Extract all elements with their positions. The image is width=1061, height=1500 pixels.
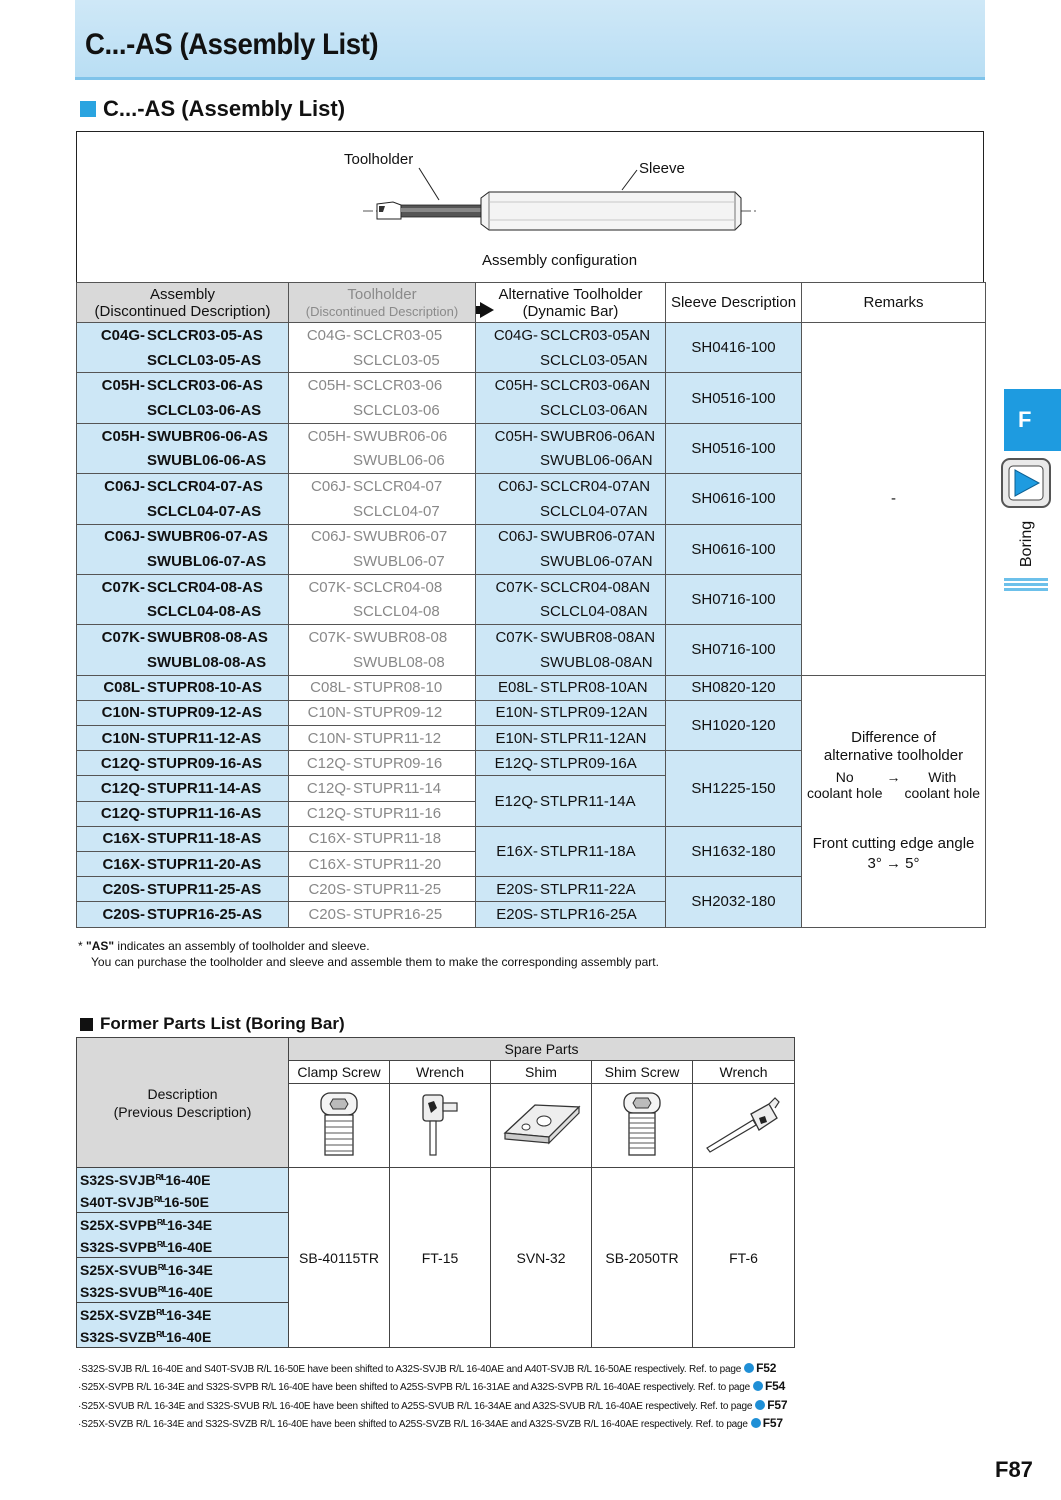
col-clamp-screw: Clamp Screw [289,1061,390,1084]
sleeve-cell: SH0820-120 [666,675,802,700]
play-triangle-icon [1003,460,1049,506]
sleeve-cell: SH0716-100 [666,625,802,675]
alternative-toolholder-cell: C04G- SCLCR03-05AN [476,323,666,348]
alternative-toolholder-cell: C07K- SCLCR04-08AN [476,574,666,599]
header-remarks: Remarks [802,283,986,323]
alternative-toolholder-cell: SCLCL03-06AN [476,398,666,423]
toolholder-cell: C12Q- STUPR11-14 [289,776,476,801]
right-arrow-icon [476,302,495,318]
col-wrench: Wrench [390,1061,491,1084]
page-ref-arrow-icon [751,1418,761,1428]
page-number: F87 [995,1457,1033,1482]
alternative-toolholder-cell: E12Q- STLPR09-16A [476,751,666,776]
former-part-description: $S25X-SVZB^{R/L}16-34E$ $S32S-SVZB^{R/L}16-40E$ [77,1303,289,1348]
toolholder-cell: C06J- SCLCR04-07 [289,474,476,499]
alternative-toolholder-cell: E10N- STLPR09-12AN [476,700,666,725]
toolholder-cell: SCLCL04-07 [289,499,476,524]
alternative-toolholder-cell: SCLCL03-05AN [476,348,666,373]
alternative-toolholder-cell: E20S- STLPR11-22A [476,877,666,902]
spare-part-value: SB-2050TR [592,1168,693,1348]
alternative-toolholder-cell: C07K- SWUBR08-08AN [476,625,666,650]
assembly-table-header [77,283,986,323]
sleeve-cell: SH1632-180 [666,826,802,876]
sleeve-cell: SH1020-120 [666,700,802,750]
page-header-band [75,0,985,80]
alternative-toolholder-cell: SWUBL08-08AN [476,650,666,675]
alternative-toolholder-cell: SWUBL06-07AN [476,549,666,574]
assembly-row [77,323,986,348]
col-shim-screw: Shim Screw [592,1061,693,1084]
former-part-row [77,1168,795,1213]
alternative-toolholder-cell: SWUBL06-06AN [476,448,666,473]
assembly-cell: C12Q- STUPR11-14-AS [77,776,289,801]
toolholder-cell: SCLCL04-08 [289,600,476,625]
remarks-dash: - [802,323,986,676]
header-alternative-toolholder: Alternative Toolholder (Dynamic Bar) [476,283,666,323]
boring-category-icon [1001,458,1051,508]
page-ref-arrow-icon [755,1400,765,1410]
footnote-line: ·S32S-SVJB R/L 16-40E and S40T-SVJB R/L 16-50E have been shifted to A32S-SVJB R/L 16-40AE and A40T-SVJB R/L 16-50AE respectively. Ref. to page F52 [78,1361,777,1375]
shim-screw-image [592,1084,693,1168]
shim-icon [501,1099,581,1149]
assembly-cell: C06J- SWUBR06-07-AS [77,524,289,549]
diagram-caption: Assembly configuration [482,252,638,269]
footnotes [78,1360,787,1433]
toolholder-cell: SCLCL03-06 [289,398,476,423]
former-part-description: $S32S-SVJB^{R/L}16-40E$ $S40T-SVJB^{R/L}16-50E$ [77,1168,289,1213]
wrench-2-icon [703,1094,785,1154]
assembly-cell: C08L- STUPR08-10-AS [77,675,289,700]
toolholder-cell: C06J- SWUBR06-07 [289,524,476,549]
section-title [80,96,345,122]
footnote-line: ·S25X-SVUB R/L 16-34E and S32S-SVUB R/L 16-40E have been shifted to A25S-SVUB R/L 16-34AE and A32S-SVUB R/L 16-40AE respectively. Ref. to page F57 [78,1397,788,1412]
sleeve-label: Sleeve [639,160,685,177]
alternative-toolholder-cell: E10N- STLPR11-12AN [476,726,666,751]
assembly-row [77,675,986,700]
assembly-cell: C16X- STUPR11-20-AS [77,851,289,876]
toolholder-sleeve-drawing [77,132,985,262]
wrench-image [390,1084,491,1168]
col-wrench-2: Wrench [693,1061,795,1084]
page-ref-arrow-icon [753,1381,763,1391]
alternative-toolholder-cell: E16X- STLPR11-18A [476,826,666,876]
side-decoration-lines [1004,578,1048,593]
assembly-note: * "AS" indicates an assembly of toolholder and sleeve. You can purchase the toolholder and sleeve and assemble them to make the corresponding assembly part. [78,939,659,969]
page-ref-link[interactable]: F54 [765,1379,786,1394]
alternative-toolholder-cell: C05H- SWUBR06-06AN [476,423,666,448]
page-ref-link[interactable]: F57 [767,1397,788,1412]
page-ref-link[interactable]: F52 [756,1361,777,1375]
spare-parts-header: Spare Parts [289,1038,795,1061]
toolholder-cell: SWUBL06-07 [289,549,476,574]
assembly-cell: C07K- SWUBR08-08-AS [77,625,289,650]
page-ref-arrow-icon [744,1363,754,1373]
alternative-toolholder-cell: C05H- SCLCR03-06AN [476,373,666,398]
remarks-difference: Difference of alternative toolholder No coolant hole → With coolant hole Front cutting edge angle 3° → 5° [802,675,986,927]
toolholder-cell: SCLCL03-05 [289,348,476,373]
toolholder-cell: C16X- STUPR11-18 [289,826,476,851]
assembly-cell: C04G- SCLCR03-05-AS [77,323,289,348]
assembly-diagram [76,131,984,283]
shim-screw-icon [622,1091,662,1157]
parts-desc-header: Description (Previous Description) [77,1038,289,1168]
header-toolholder: Toolholder (Discontinued Description) [289,283,476,323]
former-parts-table [76,1037,795,1348]
assembly-cell: SWUBL06-06-AS [77,448,289,473]
spare-part-value: SVN-32 [491,1168,592,1348]
sleeve-cell: SH1225-150 [666,751,802,827]
toolholder-cell: C12Q- STUPR11-16 [289,801,476,826]
toolholder-cell: C20S- STUPR11-25 [289,877,476,902]
toolholder-cell: C08L- STUPR08-10 [289,675,476,700]
sleeve-cell: SH2032-180 [666,877,802,927]
assembly-cell: C06J- SCLCR04-07-AS [77,474,289,499]
section-title-text: C...-AS (Assembly List) [103,96,346,121]
assembly-cell: C12Q- STUPR09-16-AS [77,751,289,776]
assembly-cell: C05H- SWUBR06-06-AS [77,423,289,448]
assembly-cell: SCLCL04-07-AS [77,499,289,524]
alternative-toolholder-cell: E08L- STLPR08-10AN [476,675,666,700]
alternative-toolholder-cell: E12Q- STLPR11-14A [476,776,666,826]
alternative-toolholder-cell: C06J- SWUBR06-07AN [476,524,666,549]
assembly-cell: C16X- STUPR11-18-AS [77,826,289,851]
toolholder-cell: SWUBL06-06 [289,448,476,473]
assembly-cell: C07K- SCLCR04-08-AS [77,574,289,599]
assembly-cell: C10N- STUPR09-12-AS [77,700,289,725]
toolholder-cell: SWUBL08-08 [289,650,476,675]
former-part-description: $S25X-SVPB^{R/L}16-34E$ $S32S-SVPB^{R/L}16-40E$ [77,1213,289,1258]
spare-part-value: FT-6 [693,1168,795,1348]
toolholder-cell: C12Q- STUPR09-16 [289,751,476,776]
assembly-cell: SWUBL08-08-AS [77,650,289,675]
alternative-toolholder-cell: SCLCL04-08AN [476,600,666,625]
sleeve-cell: SH0616-100 [666,474,802,524]
assembly-cell: SCLCL04-08-AS [77,600,289,625]
toolholder-cell: C16X- STUPR11-20 [289,851,476,876]
toolholder-cell: C04G- SCLCR03-05 [289,323,476,348]
footnote-line: ·S25X-SVPB R/L 16-34E and S32S-SVPB R/L 16-40E have been shifted to A25S-SVPB R/L 16-31AE and A32S-SVPB R/L 16-40AE respectively. Ref. to page F54 [78,1379,786,1394]
assembly-cell: C12Q- STUPR11-16-AS [77,801,289,826]
wrench-2-image [693,1084,795,1168]
assembly-cell: C20S- STUPR11-25-AS [77,877,289,902]
page-ref-link[interactable]: F57 [762,1415,783,1430]
assembly-cell: SCLCL03-05-AS [77,348,289,373]
section-tab-f[interactable]: F [1004,389,1061,451]
sleeve-cell: SH0616-100 [666,524,802,574]
page-title: C...-AS (Assembly List) [85,28,379,61]
sleeve-cell: SH0416-100 [666,323,802,373]
assembly-cell: SCLCL03-06-AS [77,398,289,423]
toolholder-cell: C05H- SWUBR06-06 [289,423,476,448]
spare-part-value: FT-15 [390,1168,491,1348]
former-part-description: $S25X-SVUB^{R/L}16-34E$ $S32S-SVUB^{R/L}16-40E$ [77,1258,289,1303]
side-category-label: Boring [1018,520,1035,568]
sleeve-cell: SH0516-100 [666,373,802,423]
assembly-cell: C20S- STUPR16-25-AS [77,902,289,927]
toolholder-cell: C05H- SCLCR03-06 [289,373,476,398]
assembly-cell: C10N- STUPR11-12-AS [77,726,289,751]
former-parts-title: Former Parts List (Boring Bar) [80,1014,345,1034]
assembly-table [76,282,986,928]
toolholder-cell: C07K- SWUBR08-08 [289,625,476,650]
sleeve-cell: SH0516-100 [666,423,802,473]
header-assembly: Assembly (Discontinued Description) [77,283,289,323]
clamp-screw-icon [319,1091,359,1157]
alternative-toolholder-cell: E20S- STLPR16-25A [476,902,666,927]
toolholder-cell: C07K- SCLCR04-08 [289,574,476,599]
clamp-screw-image [289,1084,390,1168]
shim-image [491,1084,592,1168]
toolholder-cell: C20S- STUPR16-25 [289,902,476,927]
alternative-toolholder-cell: C06J- SCLCR04-07AN [476,474,666,499]
square-bullet-icon [80,101,96,117]
header-sleeve: Sleeve Description [666,283,802,323]
toolholder-cell: C10N- STUPR11-12 [289,726,476,751]
wrench-icon [415,1089,465,1159]
col-shim: Shim [491,1061,592,1084]
footnote-line: ·S25X-SVZB R/L 16-34E and S32S-SVZB R/L 16-40E have been shifted to A25S-SVZB R/L 16-34AE and A32S-SVZB R/L 16-40AE respectively. Ref. to page F57 [78,1415,783,1430]
sleeve-cell: SH0716-100 [666,574,802,624]
assembly-cell: SWUBL06-07-AS [77,549,289,574]
toolholder-label: Toolholder [344,151,414,168]
toolholder-cell: C10N- STUPR09-12 [289,700,476,725]
square-bullet-icon [80,1018,93,1031]
alternative-toolholder-cell: SCLCL04-07AN [476,499,666,524]
spare-part-value: SB-40115TR [289,1168,390,1348]
assembly-cell: C05H- SCLCR03-06-AS [77,373,289,398]
